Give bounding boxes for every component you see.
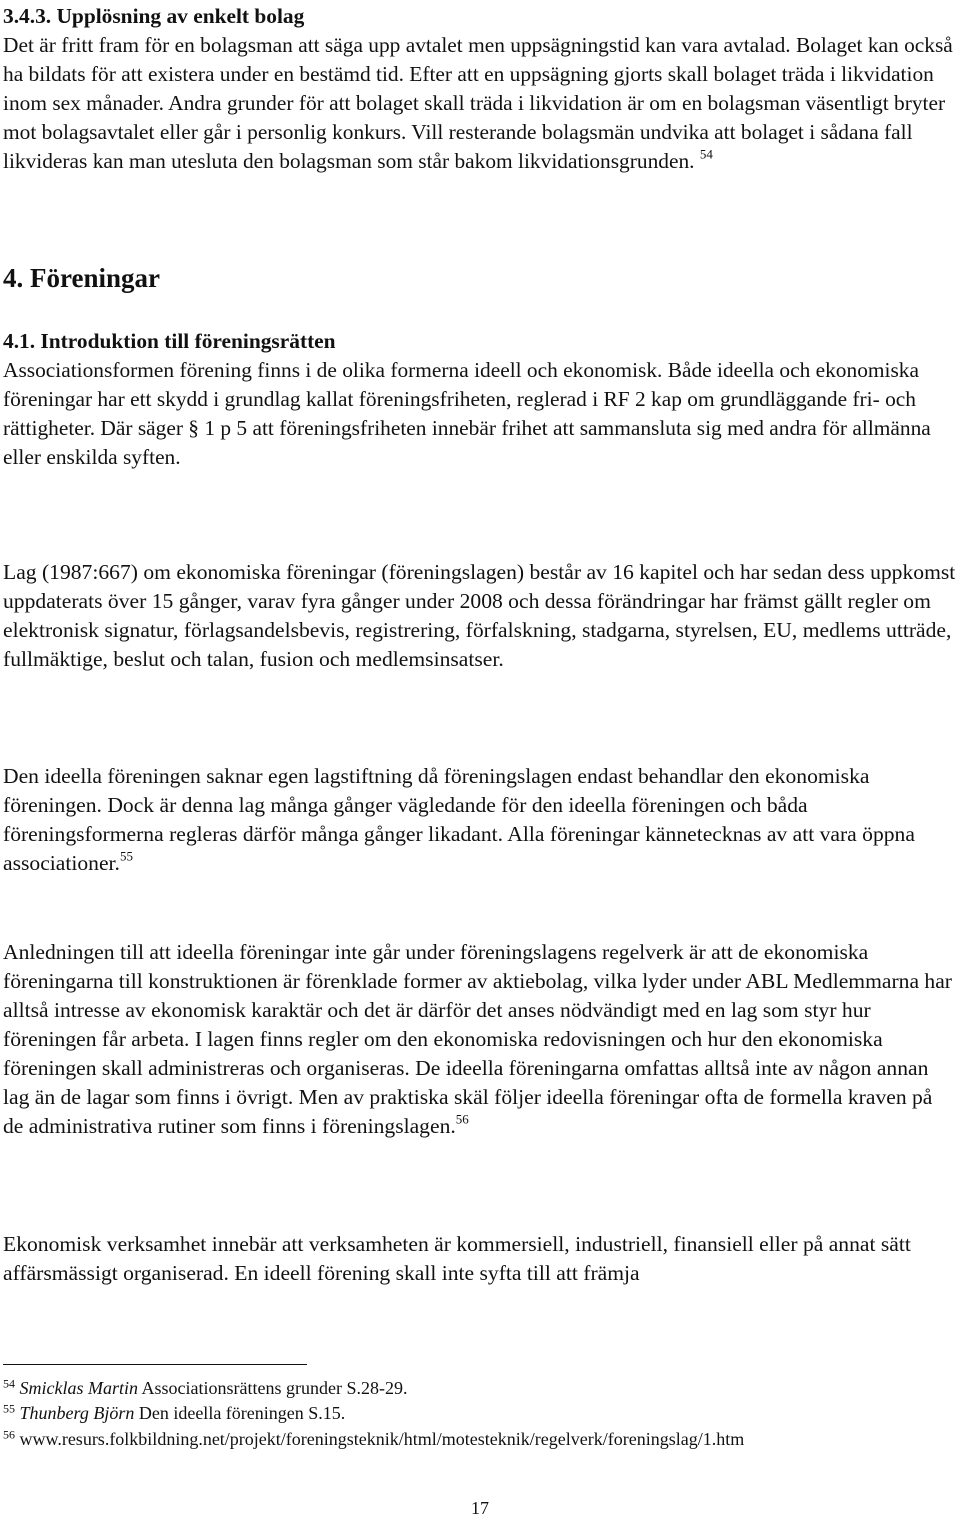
paragraph (3, 938, 958, 1141)
footnote-ref[interactable]: 55 (119, 848, 133, 864)
paragraph (3, 762, 958, 878)
section-heading: 3.4.3. Upplösning av enkelt bolag (3, 4, 305, 28)
footnote-number: 56 (3, 1427, 15, 1442)
footnote-separator (3, 1364, 307, 1365)
chapter-heading: 4. Föreningar (3, 263, 160, 293)
page-number: 17 (471, 1498, 489, 1518)
footnote-number: 55 (3, 1401, 15, 1416)
footnote (3, 1402, 345, 1424)
footnote-ref[interactable]: 54 (699, 146, 713, 162)
footnote (3, 1377, 407, 1399)
footnote-author: Smicklas Martin (19, 1378, 138, 1398)
paragraph-text: Lag (1987:667) om ekonomiska föreningar (föreningslagen) består av 16 kapitel och har sedan dess uppkomst uppdaterats över 15 gånger, varav fyra gånger under 2008 och dessa förändringar har främst gällt regler om elektronisk signatur, förlagsandelsbevis, registrering, förfalskning, stadgarna, styrelsen, EU, medlems utträde, fullmäktige, beslut och talan, fusion och medlemsinsatser. (3, 560, 956, 671)
paragraph (3, 558, 958, 674)
footnote (3, 1428, 744, 1450)
footnote-author: Thunberg Björn (19, 1403, 135, 1423)
section-body: Associationsformen förening finns i de olika formerna ideell och ekonomisk. Både ideella och ekonomiska föreningar har ett skydd i grundlag kallat föreningsfriheten, reglerad i RF 2 kap om grundläggande fri- och rättigheter. Där säger § 1 p 5 att föreningsfriheten innebär frihet att sammansluta sig med andra för allmänna eller enskilda syften. (3, 358, 931, 469)
paragraph-text: Ekonomisk verksamhet innebär att verksamheten är kommersiell, industriell, finansiell eller på annat sätt affärsmässigt organiserad. En ideell förening skall inte syfta till att främja (3, 1232, 911, 1285)
section-body: Det är fritt fram för en bolagsman att säga upp avtalet men uppsägningstid kan vara avtalad. Bolaget kan också ha bildats för att existera under en bestämd tid. Efter att en uppsägning gjorts skall bolaget träda i likvidation inom sex månader. Andra grunder för att bolaget skall träda i likvidation är om en bolagsman väsentligt bryter mot bolagsavtalet eller går i personlig konkurs. Vill resterande bolagsmän undvika att bolaget i sådana fall likvideras kan man utesluta den bolagsman som står bakom likvidationsgrunden. (3, 33, 953, 173)
paragraph-text: Den ideella föreningen saknar egen lagstiftning då föreningslagen endast behandlar den ekonomiska föreningen. Dock är denna lag många gånger vägledande för den ideella föreningen och båda föreningsformerna regleras därför många gånger likadant. Alla föreningar kännetecknas av att vara öppna associationer. (3, 764, 915, 875)
section-3-4-3 (3, 2, 958, 176)
footnote-number: 54 (3, 1376, 15, 1391)
footnote-title: Associationsrättens grunder S.28-29. (141, 1378, 408, 1398)
section-4-1 (3, 327, 958, 472)
paragraph (3, 1230, 958, 1288)
paragraph-text: Anledningen till att ideella föreningar inte går under föreningslagens regelverk är att de ekonomiska föreningarna till konstruktionen är förenklade former av aktiebolag, vilka lyder under ABL Medlemmarna har alltså intresse av ekonomisk karaktär och det är därför det anses nödvändigt med en lag som styr hur föreningen får arbeta. I lagen finns regler om den ekonomiska redovisningen och hur den ekonomiska föreningen skall administreras och organiseras. De ideella föreningarna omfattas alltså inte av någon annan lag än de lagar som finns i övrigt. Men av praktiska skäl följer ideella föreningar ofta de formella kraven på de administrativa rutiner som finns i föreningslagen. (3, 940, 952, 1138)
footnote-ref[interactable]: 56 (455, 1111, 469, 1127)
footnote-title: Den ideella föreningen S.15. (138, 1403, 346, 1423)
footnote-link[interactable]: www.resurs.folkbildning.net/projekt/foreningsteknik/html/motesteknik/regelverk/foreningslag/1.htm (19, 1429, 745, 1449)
section-heading: 4.1. Introduktion till föreningsrätten (3, 329, 336, 353)
